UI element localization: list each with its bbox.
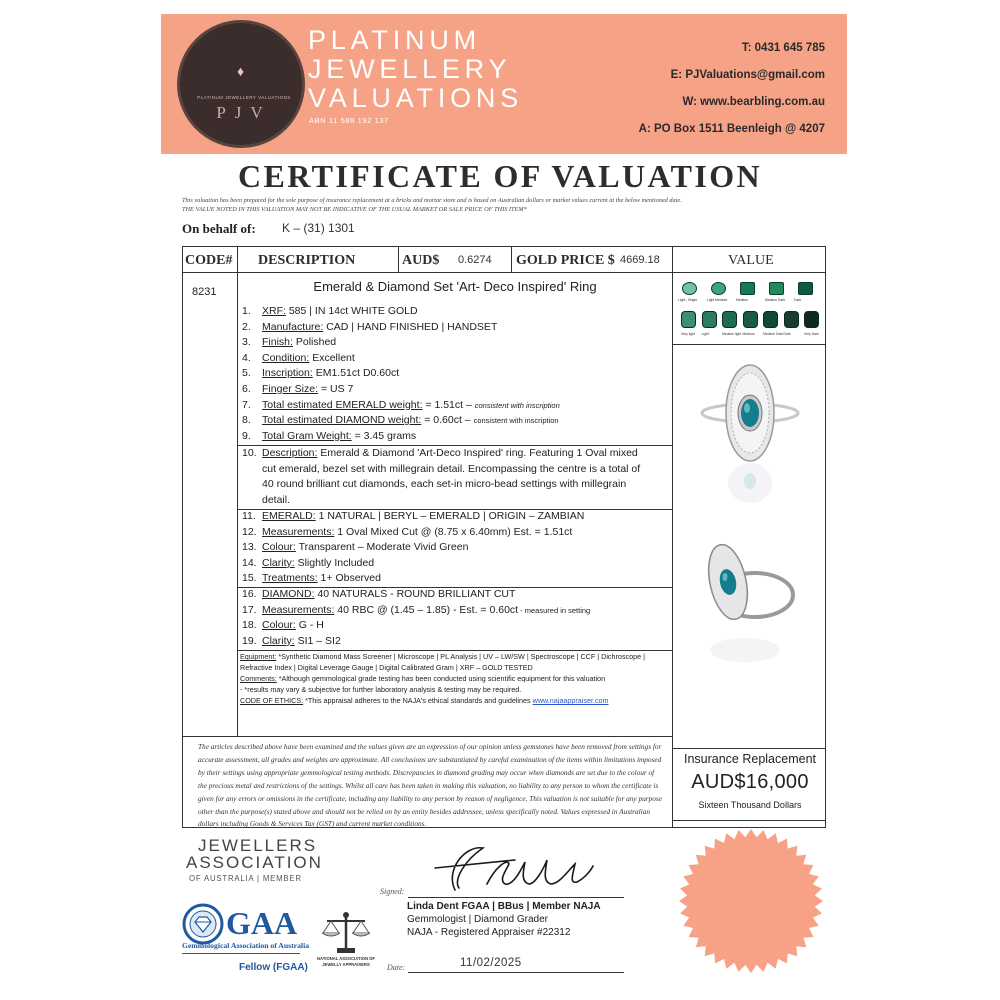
detail-line xyxy=(242,572,381,585)
swatch-label: Medium Dark xyxy=(765,298,786,302)
detail-value: = US 7 xyxy=(318,383,354,395)
naja-name xyxy=(307,956,385,967)
emerald-swatch xyxy=(798,282,813,295)
insurance-label: Insurance Replacement xyxy=(683,752,817,766)
detail-value: G - H xyxy=(295,619,324,632)
detail-line xyxy=(242,510,584,523)
fineprint-line: THE VALUE NOTED IN THIS VALUATION MAY NOT BE INDICATIVE OF THE USUAL MARKET OR SALE PRICE OF THIS ITEM* xyxy=(182,206,527,213)
line-number: 18. xyxy=(242,619,257,632)
naja-scales-icon xyxy=(321,911,371,955)
swatch-label: Very Dark xyxy=(804,332,819,336)
swatch-label: Light xyxy=(701,332,709,336)
swatch-label: Very light xyxy=(681,332,695,336)
signer-registration: NAJA - Registered Appraiser #22312 xyxy=(407,927,571,938)
detail-line xyxy=(242,321,497,334)
abn-number: ABN 11 588 192 137 xyxy=(309,116,389,125)
divider xyxy=(672,748,826,749)
detail-value: = 0.60ct – xyxy=(421,414,474,427)
date-label: Date: xyxy=(387,963,406,972)
comments-text: - *results may vary & subjective for further laboratory analysis & testing may be required. xyxy=(240,685,522,694)
detail-label: Manufacture: xyxy=(262,320,324,333)
detail-line xyxy=(242,526,572,539)
equipment-label: Equipment: xyxy=(240,652,277,661)
contact-email[interactable]: E: PJValuations@gmail.com xyxy=(670,69,825,81)
brand-line: PLATINUM xyxy=(308,25,481,55)
detail-line xyxy=(242,336,336,349)
detail-label: Inscription: xyxy=(262,367,313,380)
disclaimer-text: The articles described above have been examined and the values given are an expression of our opinion unless gemstones have been removed from settings for accurate assessment, all grades and weights are approximate. All conclusions are substantiated by careful examination of the items within limitations imposed by their settings using appropriate gemmological testing methods. Discrepancies in diamond grading may occur when diamonds are set due to the colour of the precious metal and restrictions of the settings. Whilst all care has been taken in making this valuation, no liability to any person to whom the certificate is given for any errors or omissions in the certificate, including any liability to any person by reason of negligence. This valuation is not suitable for any purpose other than the purpose(s) stated above and should not be relied on by an entity besides addressee, unless specifically noted. Values expressed in Australian dollars including Goods & Services Tax (GST) and current market conditions. xyxy=(198,742,662,829)
emerald-swatch xyxy=(743,311,758,328)
line-number: 11. xyxy=(242,510,256,522)
detail-value: Polished xyxy=(292,336,337,349)
signature-image xyxy=(425,840,595,896)
gaa-full-name: Gemmological Association of Australia xyxy=(182,941,310,950)
jaa-line: ASSOCIATION xyxy=(186,853,323,872)
signed-label: Signed: xyxy=(380,887,405,896)
emerald-swatch xyxy=(702,311,717,328)
pjv-logo xyxy=(177,20,305,148)
gaa-logo-text: GAA xyxy=(226,905,298,941)
comments-label: Comments: xyxy=(240,674,277,683)
logo-initials: PJV xyxy=(216,103,272,122)
item-code: 8231 xyxy=(192,286,217,298)
brand-line: JEWELLERY xyxy=(308,54,512,84)
detail-value: CAD | HAND FINISHED | HANDSET xyxy=(323,320,498,333)
signer-name: Linda Dent FGAA | BBus | Member NAJA xyxy=(407,901,601,912)
divider xyxy=(237,246,238,736)
detail-note: consistent with inscription xyxy=(474,400,560,410)
divider xyxy=(398,246,399,272)
line-number: 19. xyxy=(242,634,257,647)
line-number: 4. xyxy=(242,351,251,364)
emerald-swatch xyxy=(681,311,696,328)
date-value: 11/02/2025 xyxy=(460,957,522,969)
detail-label: Colour: xyxy=(262,619,296,632)
jaa-member: OF AUSTRALIA | MEMBER xyxy=(189,874,302,883)
emerald-swatch xyxy=(711,282,726,295)
header-gold-price: GOLD PRICE $ xyxy=(516,253,615,268)
detail-line xyxy=(242,305,418,318)
detail-line xyxy=(242,367,399,380)
detail-label: EMERALD: xyxy=(262,510,316,522)
description-text: 40 round brilliant cut diamonds, each set-in micro-bead settings with millegrain xyxy=(262,478,627,490)
certificate-title: CERTIFICATE OF VALUATION xyxy=(237,158,763,194)
jaa-logo xyxy=(186,837,323,871)
signature-line xyxy=(408,897,624,898)
aud-rate: 0.6274 xyxy=(458,254,492,266)
detail-value: Slightly Included xyxy=(294,556,375,569)
swatch-label: Medium xyxy=(742,332,755,336)
detail-line xyxy=(242,414,559,427)
detail-label: XRF: xyxy=(262,305,286,317)
detail-value: = 3.45 grams xyxy=(351,429,417,442)
detail-value: SI1 – SI2 xyxy=(294,634,341,647)
detail-value: 1+ Observed xyxy=(317,572,381,585)
line-number: 9. xyxy=(242,429,251,442)
seal-shape xyxy=(679,829,823,973)
detail-value: 40 NATURALS - ROUND BRILLIANT CUT xyxy=(314,588,516,600)
divider xyxy=(182,272,826,273)
emerald-swatch xyxy=(722,311,737,328)
gaa-fellow: Fellow (FGAA) xyxy=(239,962,308,973)
header-value: VALUE xyxy=(728,253,774,268)
line-number: 3. xyxy=(242,336,251,349)
contact-website[interactable]: W: www.bearbling.com.au xyxy=(682,96,825,108)
detail-note: - measured in setting xyxy=(518,605,591,615)
detail-line xyxy=(242,352,355,365)
line-number: 5. xyxy=(242,367,251,380)
naja-line: NATIONAL ASSOCIATION OF xyxy=(316,956,375,961)
naja-line: JEWELLY APPRAISERS xyxy=(322,961,370,967)
line-number: 1. xyxy=(242,305,251,317)
emerald-swatch xyxy=(763,311,778,328)
detail-line xyxy=(242,399,560,412)
brand-name xyxy=(308,26,523,113)
jaa-line: JEWELLERS xyxy=(198,836,318,855)
detail-value: EM1.51ct D0.60ct xyxy=(312,367,400,380)
swatch-label: Light - Bright xyxy=(678,298,698,302)
detail-value: Excellent xyxy=(309,351,355,364)
detail-line xyxy=(242,588,515,601)
emerald-swatch xyxy=(784,311,799,328)
detail-line xyxy=(242,430,416,443)
insurance-value: AUD$16,000 xyxy=(691,771,809,793)
ethics-text: *This appraisal adheres to the NAJA's ethical standards and guidelines xyxy=(303,696,533,705)
detail-line xyxy=(242,383,353,396)
swatch-label: Medium light xyxy=(722,332,742,336)
contact-address: A: PO Box 1511 Beenleigh @ 4207 xyxy=(638,123,825,135)
equipment-text: *Synthetic Diamond Mass Screener | Microscope | PL Analysis | UV – LW/SW | Spectroscope | CCF | Dichroscope | xyxy=(276,652,645,661)
emerald-swatch xyxy=(740,282,755,295)
header-band xyxy=(161,14,847,154)
line-number: 8. xyxy=(242,414,251,427)
detail-line xyxy=(242,619,324,632)
divider xyxy=(672,246,673,828)
on-behalf-value: K – (31) 1301 xyxy=(282,221,355,235)
date-line xyxy=(408,972,624,973)
description-text: Emerald & Diamond 'Art-Deco Inspired' ring. Featuring 1 Oval mixed xyxy=(317,447,638,459)
divider xyxy=(511,246,512,272)
diamond-icon: ♦ xyxy=(237,63,245,79)
contact-phone: T: 0431 645 785 xyxy=(741,42,825,54)
detail-value: 1 NATURAL | BERYL – EMERALD | ORIGIN – ZAMBIAN xyxy=(315,510,585,522)
detail-label: Colour: xyxy=(262,541,296,554)
emerald-swatch xyxy=(682,282,697,295)
detail-label: DIAMOND: xyxy=(262,588,315,600)
swatch-label: Medium xyxy=(736,298,749,302)
detail-label: Treatments: xyxy=(262,572,318,585)
header-aud: AUD$ xyxy=(402,253,440,268)
line-number: 13. xyxy=(242,541,257,554)
emerald-swatch xyxy=(769,282,784,295)
description-block xyxy=(242,446,670,508)
line-number: 10. xyxy=(242,447,257,459)
detail-label: Total estimated EMERALD weight: xyxy=(262,398,423,411)
detail-label: Finger Size: xyxy=(262,383,319,395)
description-text: cut emerald, bezel set with millegrain detail. Encompassing the centre is a total of xyxy=(262,462,641,475)
swatch-label: Dark xyxy=(783,332,791,336)
line-number: 16. xyxy=(242,588,257,600)
swatch-label: Dark xyxy=(794,298,802,302)
equipment-text: Refractive Index | Digital Leverage Gauge | Digital Calibrated Gram | XRF – GOLD TESTED xyxy=(240,663,533,672)
signer-role: Gemmologist | Diamond Grader xyxy=(407,914,548,925)
divider xyxy=(672,344,826,345)
detail-line xyxy=(242,541,468,554)
emerald-swatch xyxy=(804,311,819,328)
ethics-label: CODE OF ETHICS: xyxy=(240,696,304,705)
detail-label: Measurements: xyxy=(262,603,335,616)
line-number: 14. xyxy=(242,556,257,569)
line-number: 17. xyxy=(242,603,257,616)
ring-side-image xyxy=(690,540,800,670)
equipment-block xyxy=(240,651,670,706)
fineprint-line: This valuation has been prepared for the sole purpose of insurance replacement at a bricks and mortar store and is based on Australian dollars or market values current at the below mentioned date. xyxy=(182,197,682,204)
item-title: Emerald & Diamond Set 'Art- Deco Inspired' Ring xyxy=(313,279,597,294)
detail-line xyxy=(242,635,341,648)
detail-label: Measurements: xyxy=(262,525,335,538)
swatch-label: Light Medium xyxy=(707,298,728,302)
line-number: 6. xyxy=(242,383,251,395)
swatch-label: Medium Dark xyxy=(763,332,784,336)
detail-label: Finish: xyxy=(262,336,293,349)
detail-value: Transparent – Moderate Vivid Green xyxy=(295,541,469,554)
detail-value: 585 | IN 14ct WHITE GOLD xyxy=(285,305,418,317)
detail-line xyxy=(242,604,590,617)
naja-link[interactable]: www.najaappraiser.com xyxy=(532,696,609,705)
detail-value: = 1.51ct – xyxy=(422,398,475,411)
insurance-words: Sixteen Thousand Dollars xyxy=(698,800,802,810)
logo-ring-text: PLATINUM JEWELLERY VALUATIONS xyxy=(197,95,291,100)
description-label: Description: xyxy=(262,447,318,459)
gold-price-value: 4669.18 xyxy=(620,254,660,266)
detail-label: Total estimated DIAMOND weight: xyxy=(262,414,422,427)
detail-note: consistent with inscription xyxy=(473,416,559,426)
detail-label: Condition: xyxy=(262,351,310,364)
detail-value: 40 RBC @ (1.45 – 1.85) - Est. = 0.60ct xyxy=(334,603,519,616)
gaa-emblem-icon xyxy=(182,903,224,945)
detail-line xyxy=(242,557,374,570)
on-behalf-label: On behalf of: xyxy=(182,221,256,236)
detail-label: Clarity: xyxy=(262,634,295,647)
seal-stamp xyxy=(676,826,826,976)
detail-value: 1 Oval Mixed Cut @ (8.75 x 6.40mm) Est. = 1.51ct xyxy=(334,525,573,538)
divider xyxy=(182,736,673,737)
brand-line: VALUATIONS xyxy=(308,83,524,113)
comments-text: *Although gemmological grade testing has been conducted using scientific equipment for this valuation xyxy=(276,674,606,683)
gaa-divider xyxy=(182,953,300,954)
line-number: 15. xyxy=(242,572,257,585)
header-description: DESCRIPTION xyxy=(258,253,356,268)
line-number: 7. xyxy=(242,398,251,411)
divider xyxy=(672,820,826,821)
description-text: detail. xyxy=(262,493,291,506)
line-number: 2. xyxy=(242,320,251,333)
detail-label: Clarity: xyxy=(262,556,295,569)
ring-front-image xyxy=(700,355,800,505)
header-code: CODE# xyxy=(185,253,233,268)
line-number: 12. xyxy=(242,525,257,538)
detail-label: Total Gram Weight: xyxy=(262,429,352,442)
